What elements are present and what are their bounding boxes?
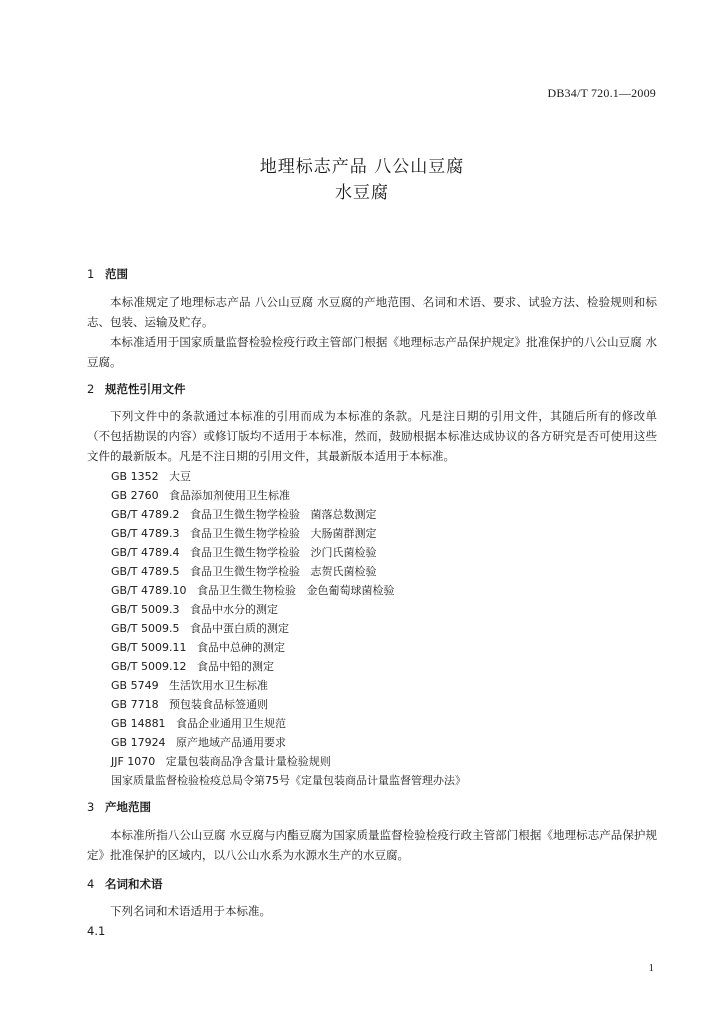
section-2-heading xyxy=(87,381,186,397)
section-number: 1 xyxy=(87,267,95,281)
reference-item: GB 1352 大豆 xyxy=(111,470,192,483)
document-title: 地理标志产品 八公山豆腐 xyxy=(259,157,465,177)
reference-item: GB/T 4789.2 食品卫生微生物学检验 菌落总数测定 xyxy=(111,508,377,521)
standard-code: DB34/T 720.1—2009 xyxy=(547,86,656,100)
reference-item: GB/T 5009.3 食品中水分的测定 xyxy=(111,603,278,616)
section-1-paragraph-1: 本标准规定了地理标志产品 八公山豆腐 水豆腐的产地范围、名词和术语、要求、试验方法、检验规则和标志、包装、运输及贮存。 xyxy=(87,295,657,329)
reference-item: GB/T 4789.3 食品卫生微生物学检验 大肠菌群测定 xyxy=(111,527,377,540)
section-4-paragraph-1: 下列名词和术语适用于本标准。 xyxy=(110,904,271,918)
section-title: 规范性引用文件 xyxy=(105,382,186,396)
reference-item: 国家质量监督检验检疫总局令第75号《定量包装商品计量监督管理办法》 xyxy=(111,774,466,787)
section-number: 4 xyxy=(87,877,95,891)
reference-item: JJF 1070 定量包装商品净含量计量检验规则 xyxy=(111,755,331,768)
reference-item: GB 2760 食品添加剂使用卫生标准 xyxy=(111,489,291,502)
section-title: 产地范围 xyxy=(105,800,151,814)
page-number: 1 xyxy=(648,962,654,974)
section-3-heading xyxy=(87,799,151,815)
reference-item: GB 5749 生活饮用水卫生标准 xyxy=(111,679,269,692)
section-title: 范围 xyxy=(105,267,128,281)
reference-item: GB/T 5009.11 食品中总砷的测定 xyxy=(111,641,285,654)
reference-item: GB 17924 原产地域产品通用要求 xyxy=(111,736,287,749)
section-3-paragraph-1: 本标准所指八公山豆腐 水豆腐与内酯豆腐为国家质量监督检验检疫行政主管部门根据《地理标志产品保护规定》批准保护的区域内，以八公山水系为水源水生产的水豆腐。 xyxy=(87,828,657,862)
section-number: 2 xyxy=(87,382,95,396)
section-title: 名词和术语 xyxy=(105,877,163,891)
section-1-paragraph-2: 本标准适用于国家质量监督检验检疫行政主管部门根据《地理标志产品保护规定》批准保护的八公山豆腐 水豆腐。 xyxy=(87,335,657,369)
reference-item: GB/T 4789.5 食品卫生微生物学检验 志贺氏菌检验 xyxy=(111,565,377,578)
subclause-number: 4.1 xyxy=(87,924,106,938)
section-4-heading xyxy=(87,876,163,892)
reference-item: GB/T 5009.5 食品中蛋白质的测定 xyxy=(111,622,289,635)
reference-item: GB/T 5009.12 食品中铅的测定 xyxy=(111,660,274,673)
document-subtitle: 水豆腐 xyxy=(335,183,389,203)
reference-item: GB/T 4789.4 食品卫生微生物学检验 沙门氏菌检验 xyxy=(111,546,377,559)
reference-item: GB 7718 预包装食品标签通则 xyxy=(111,698,269,711)
section-1-heading xyxy=(87,266,128,282)
section-number: 3 xyxy=(87,800,95,814)
section-2-paragraph-1: 下列文件中的条款通过本标准的引用而成为本标准的条款。凡是注日期的引用文件，其随后所有的修改单（不包括勘误的内容）或修订版均不适用于本标准，然而，鼓励根据本标准达成协议的各方研究是否可使用这些文件的最新版本。凡是不注日期的引用文件，其最新版本适用于本标准。 xyxy=(87,409,657,463)
reference-item: GB 14881 食品企业通用卫生规范 xyxy=(111,717,287,730)
reference-item: GB/T 4789.10 食品卫生微生物检验 金色葡萄球菌检验 xyxy=(111,584,395,597)
